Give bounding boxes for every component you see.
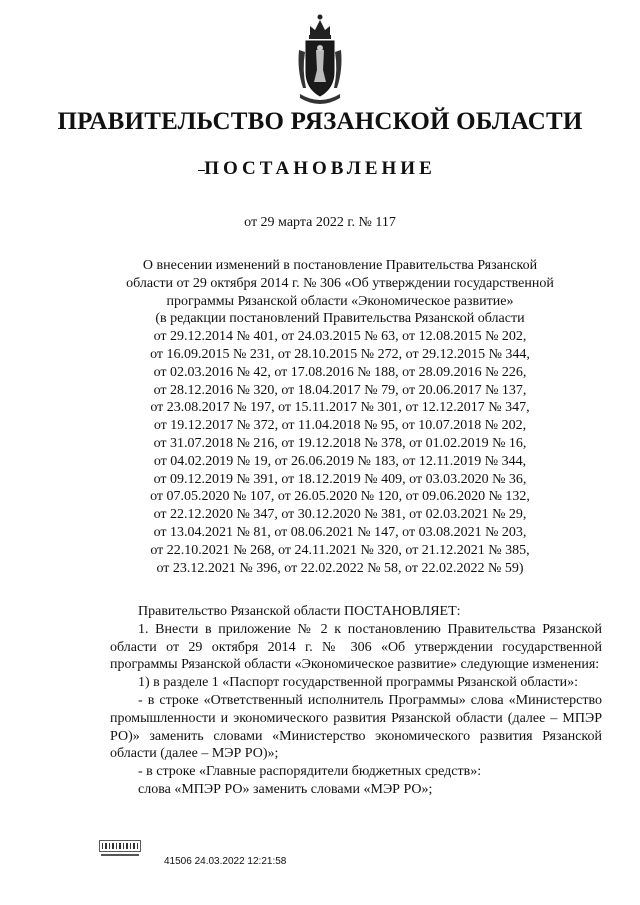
subject-line: программы Рязанской области «Экономическое развитие»	[166, 293, 514, 309]
document-type: ПОСТАНОВЛЕНИЕ	[204, 158, 436, 179]
subject-line: от 09.12.2019 № 391, от 18.12.2019 № 409, от 03.03.2020 № 36,	[153, 471, 527, 487]
subject-line: от 16.09.2015 № 231, от 28.10.2015 № 272, от 29.12.2015 № 344,	[150, 346, 530, 362]
print-stamp-icon	[99, 840, 141, 858]
subject-line: от 19.12.2017 № 372, от 11.04.2018 № 95, от 10.07.2018 № 202,	[153, 418, 527, 434]
subject-line: от 02.03.2016 № 42, от 17.08.2016 № 188, от 28.09.2016 № 226,	[153, 364, 527, 380]
government-title: ПРАВИТЕЛЬСТВО РЯЗАНСКОЙ ОБЛАСТИ	[57, 108, 583, 135]
subject-line: от 22.12.2020 № 347, от 30.12.2020 № 381, от 02.03.2021 № 29,	[153, 507, 527, 523]
subitem-1-paragraph: 1) в разделе 1 «Паспорт государственной программы Рязанской области»:	[138, 675, 579, 691]
decree-body	[110, 603, 602, 799]
dash-item-responsible: - в строке «Ответственный исполнитель Программы» слова «Министерство промышленности и экономического развития Рязанской области (далее – МПЭР РО)» заменить словами «Министерство экономического развития Рязанской области (далее – МЭР РО)»;	[110, 692, 602, 762]
resolves-paragraph: Правительство Рязанской области ПОСТАНОВЛЯЕТ:	[138, 604, 461, 619]
subject-line: от 29.12.2014 № 401, от 24.03.2015 № 63, от 12.08.2015 № 202,	[153, 329, 527, 345]
subject-line: от 23.12.2021 № 396, от 22.02.2022 № 58, от 22.02.2022 № 59)	[156, 560, 524, 576]
subject-line: от 04.02.2019 № 19, от 26.06.2019 № 183, от 12.11.2019 № 344,	[153, 453, 527, 469]
subject-line: О внесении изменений в постановление Правительства Рязанской	[142, 258, 538, 273]
date-number: от 29 марта 2022 г. № 117	[244, 215, 396, 230]
item-1-paragraph: 1. Внести в приложение № 2 к постановлению Правительства Рязанской области от 29 октября 2014 г. № 306 «Об утверждении государственной программы Рязанской области «Экономическое развитие» следующие изменения:	[110, 621, 602, 673]
subject-line: (в редакции постановлений Правительства Рязанской области	[155, 311, 525, 327]
subject-line: от 31.07.2018 № 216, от 19.12.2018 № 378, от 01.02.2019 № 16,	[153, 435, 527, 451]
subject-line: от 23.08.2017 № 197, от 15.11.2017 № 301, от 12.12.2017 № 347,	[150, 400, 530, 416]
subject-line: от 28.12.2016 № 320, от 18.04.2017 № 79, от 20.06.2017 № 137,	[153, 382, 527, 398]
coat-of-arms-icon	[296, 10, 344, 110]
subject-block	[100, 257, 580, 577]
subject-line: от 22.10.2021 № 268, от 24.11.2021 № 320, от 21.12.2021 № 385,	[150, 542, 530, 558]
subject-line: от 07.05.2020 № 107, от 26.05.2020 № 120, от 09.06.2020 № 132,	[150, 489, 530, 505]
subject-line: от 13.04.2021 № 81, от 08.06.2021 № 147, от 03.08.2021 № 203,	[153, 524, 527, 540]
dash-item-budget: - в строке «Главные распорядители бюджетных средств»:	[138, 764, 482, 780]
subject-line: области от 29 октября 2014 г. № 306 «Об утверждении государственной	[126, 275, 554, 291]
document-code: 41506 24.03.2022 12:21:58	[164, 856, 287, 867]
replace-paragraph: слова «МПЭР РО» заменить словами «МЭР РО»;	[138, 781, 433, 797]
